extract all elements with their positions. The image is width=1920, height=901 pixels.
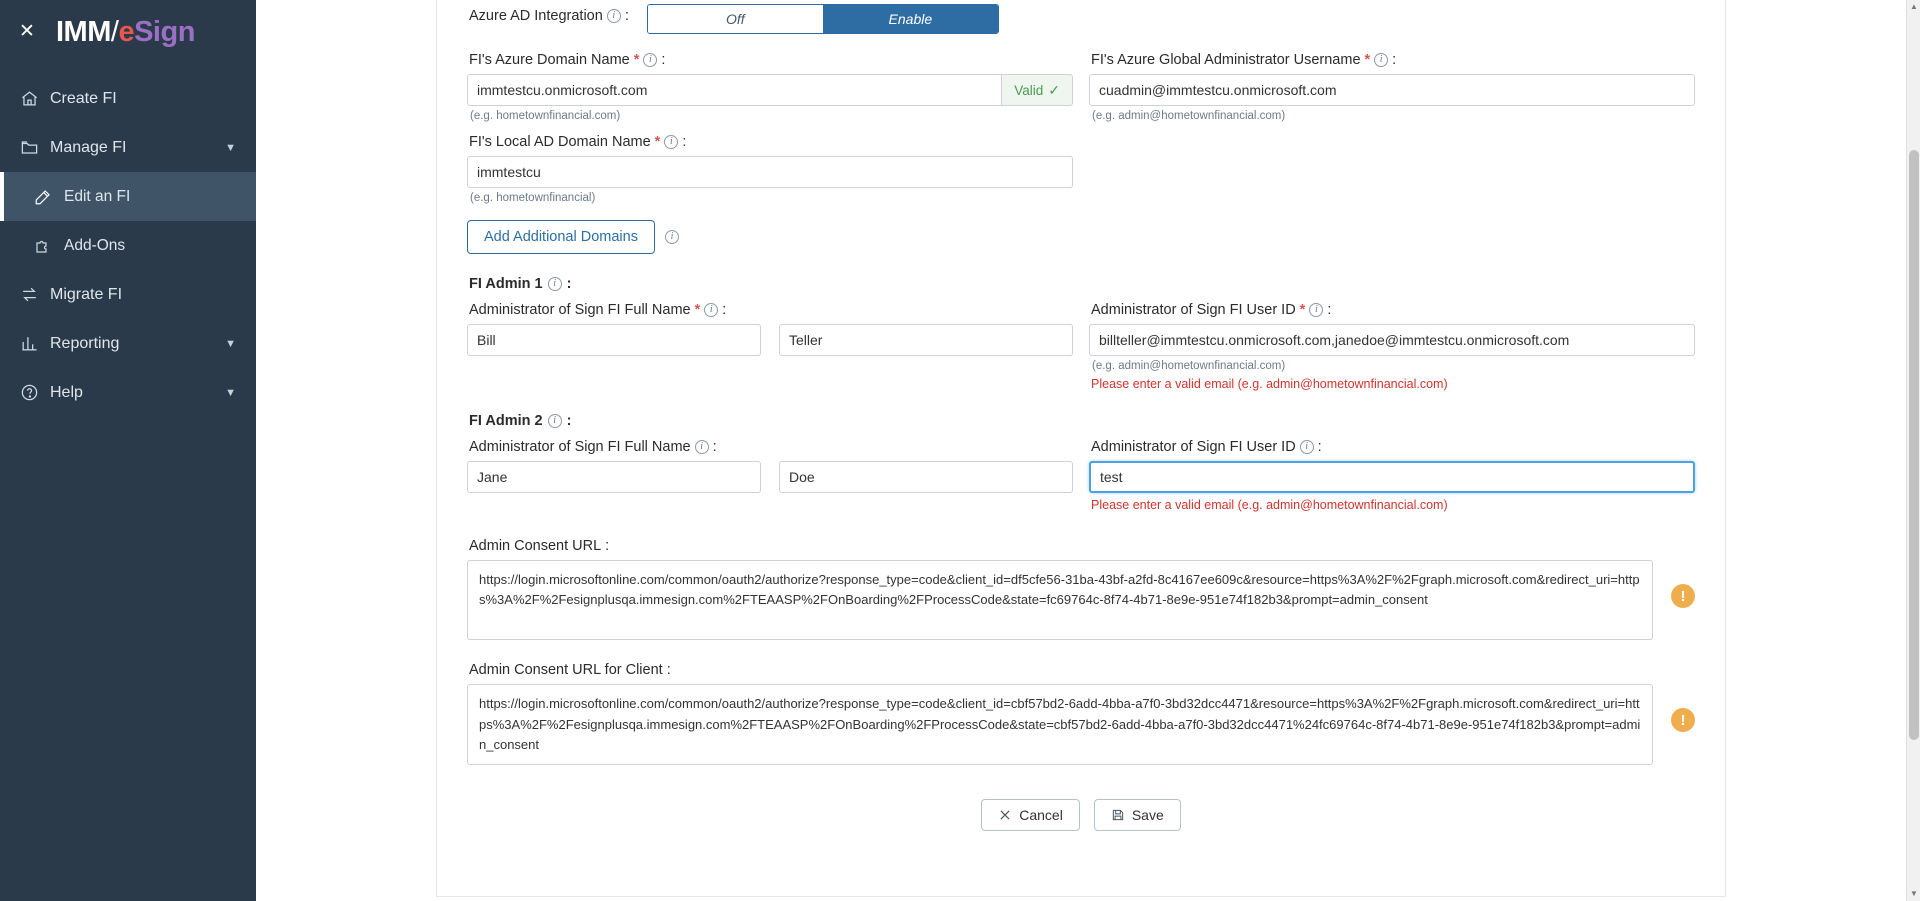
sidebar-item-label: Add-Ons (64, 236, 126, 254)
colon: : (624, 8, 629, 24)
form-actions (467, 799, 1695, 831)
sidebar-item-label: Create FI (50, 89, 117, 107)
fi-admin-1-fullname-label (469, 302, 1073, 318)
fi-admin-2-userid-label-text: Administrator of Sign FI User ID (1091, 439, 1296, 455)
colon: : (605, 538, 610, 554)
logo-slash: / (110, 15, 119, 48)
sidebar-item-help[interactable] (0, 368, 256, 417)
colon: : (1317, 439, 1322, 455)
azure-admin-username-label (1091, 52, 1695, 68)
azure-domain-col (467, 52, 1073, 122)
app-logo (56, 16, 195, 49)
fi-admin-2-first-name-input[interactable] (467, 461, 761, 493)
azure-ad-integration-label (469, 8, 629, 24)
pencil-icon (34, 188, 64, 206)
sidebar-item-label: Migrate FI (50, 285, 123, 303)
add-additional-domains-row (467, 220, 1695, 254)
admin-consent-url-label-text: Admin Consent URL (469, 538, 602, 554)
info-icon[interactable]: i (1300, 440, 1314, 454)
fi-admin-1-fullname-label-text: Administrator of Sign FI Full Name (469, 302, 691, 318)
sidebar-item-label: Manage FI (50, 138, 127, 156)
vertical-scrollbar[interactable] (1906, 0, 1920, 901)
close-icon[interactable]: ✕ (19, 21, 35, 42)
fi-admin-2-title-text: FI Admin 2 (469, 413, 543, 429)
azure-admin-username-label-text: FI's Azure Global Administrator Username (1091, 52, 1361, 68)
fi-admin-1-userid-error: Please enter a valid email (e.g. admin@hometownfinancial.com) (1091, 377, 1448, 391)
logo-sign: Sign (134, 15, 195, 48)
required-mark: * (1364, 52, 1371, 68)
sidebar-nav (0, 74, 256, 417)
main-area (256, 0, 1920, 901)
chevron-down-icon: ▼ (225, 386, 236, 399)
required-mark: * (694, 302, 701, 318)
colon: : (566, 413, 572, 429)
info-icon[interactable]: i (695, 440, 709, 454)
fi-admin-1-first-name-input[interactable] (467, 324, 761, 356)
sidebar-header (0, 0, 256, 64)
cancel-button-label: Cancel (1019, 806, 1063, 823)
fi-admin-2-name-col (467, 439, 1073, 512)
info-icon[interactable]: i (704, 303, 718, 317)
fi-admin-1-title (469, 276, 1695, 292)
save-button[interactable] (1094, 799, 1181, 831)
fi-admin-1-title-text: FI Admin 1 (469, 276, 543, 292)
sidebar-item-manage-fi[interactable] (0, 123, 256, 172)
form-body (437, 0, 1725, 831)
required-mark: * (1299, 302, 1306, 318)
fi-admin-2-userid-col (1089, 439, 1695, 512)
info-icon[interactable]: i (664, 135, 678, 149)
logo-e: e (118, 15, 135, 48)
fi-admin-2-first-wrap (467, 461, 761, 493)
fi-admin-2-user-id-input[interactable] (1089, 461, 1695, 493)
folder-icon (20, 138, 50, 157)
valid-label: Valid (1014, 82, 1044, 98)
transfer-icon (20, 285, 50, 304)
admin-consent-url-client-section (467, 662, 1695, 764)
sidebar-item-add-ons[interactable] (0, 221, 256, 270)
azure-ad-integration-toggle[interactable] (647, 4, 999, 34)
chevron-down-icon: ▼ (225, 141, 236, 154)
save-button-label: Save (1131, 806, 1164, 823)
home-icon (20, 89, 50, 108)
fi-admin-1-userid-hint: (e.g. admin@hometownfinancial.com) (1092, 360, 1286, 372)
info-icon[interactable]: i (548, 277, 562, 291)
info-icon[interactable]: i (607, 9, 621, 23)
fi-admin-1-name-col (467, 302, 1073, 391)
required-mark: * (654, 134, 661, 150)
close-icon (998, 808, 1012, 822)
add-additional-domains-button[interactable]: Add Additional Domains (467, 220, 655, 254)
cancel-button[interactable] (981, 799, 1080, 831)
admin-consent-url-field[interactable] (467, 560, 1653, 640)
sidebar-item-label: Reporting (50, 334, 120, 352)
local-ad-domain-spacer (1089, 122, 1695, 204)
sidebar-item-create-fi[interactable] (0, 74, 256, 123)
chart-icon (20, 334, 50, 353)
colon: : (1392, 52, 1397, 68)
toggle-option-enable[interactable]: Enable (823, 5, 998, 33)
scroll-up-icon[interactable]: ▲ (1910, 2, 1918, 11)
chevron-down-icon: ▼ (225, 337, 236, 350)
required-mark: * (633, 52, 640, 68)
local-ad-domain-input[interactable] (467, 156, 1073, 188)
fi-admin-2-userid-error: Please enter a valid email (e.g. admin@hometownfinancial.com) (1091, 498, 1448, 512)
sidebar-item-reporting[interactable] (0, 319, 256, 368)
fi-admin-2-title (469, 413, 1695, 429)
info-icon[interactable]: i (665, 230, 679, 244)
azure-domain-input[interactable] (467, 74, 1002, 106)
edit-fi-form-card (436, 0, 1726, 897)
admin-consent-url-row (467, 560, 1695, 640)
fi-admin-2-userid-label (1091, 439, 1695, 455)
local-ad-domain-label (469, 134, 1073, 150)
azure-domain-input-group (467, 74, 1073, 106)
colon: : (682, 134, 687, 150)
fi-admin-1-last-name-input[interactable] (779, 324, 1073, 356)
colon: : (1327, 302, 1332, 318)
admin-consent-url-client-label-text: Admin Consent URL for Client (469, 662, 663, 679)
admin-consent-url-client-row (467, 684, 1695, 764)
toggle-option-off[interactable]: Off (648, 5, 823, 33)
azure-admin-username-input[interactable] (1089, 74, 1695, 106)
admin-consent-url-section (467, 538, 1695, 640)
azure-domain-label (469, 52, 1073, 68)
local-ad-domain-col (467, 122, 1073, 204)
colon: : (661, 52, 666, 68)
colon: : (722, 302, 727, 318)
scroll-down-icon[interactable]: ▼ (1910, 889, 1918, 898)
azure-domain-hint: (e.g. hometownfinancial.com) (470, 110, 621, 122)
azure-domain-valid-badge (1002, 74, 1073, 106)
fi-admin-1-userid-label-text: Administrator of Sign FI User ID (1091, 302, 1296, 318)
sidebar-item-label: Help (50, 383, 83, 401)
fi-admin-1-user-id-input[interactable] (1089, 324, 1695, 356)
fi-admin-2-last-wrap (779, 461, 1073, 493)
colon: : (566, 276, 572, 292)
admin-consent-url-client-label (469, 662, 1695, 678)
local-ad-domain-row (467, 122, 1695, 204)
fi-admin-2-row (467, 439, 1695, 512)
fi-admin-1-last-wrap (779, 324, 1073, 356)
info-icon[interactable]: i (1374, 53, 1388, 67)
admin-consent-url-client-field[interactable] (467, 684, 1653, 764)
save-icon (1111, 808, 1125, 822)
local-ad-domain-label-text: FI's Local AD Domain Name (469, 134, 651, 150)
info-icon[interactable]: i (643, 53, 657, 67)
scrollbar-thumb[interactable] (1909, 150, 1919, 740)
azure-admin-username-hint: (e.g. admin@hometownfinancial.com) (1092, 110, 1286, 122)
azure-ad-integration-label-text: Azure AD Integration (469, 8, 603, 24)
warning-icon[interactable]: ! (1671, 708, 1695, 732)
fi-admin-2-fullname-label-text: Administrator of Sign FI Full Name (469, 439, 691, 455)
fi-admin-2-fullname-label (469, 439, 1073, 455)
azure-ad-integration-row (467, 4, 1695, 34)
sidebar (0, 0, 256, 901)
fi-admin-1-userid-col (1089, 302, 1695, 391)
sidebar-item-edit-an-fi[interactable] (0, 172, 256, 221)
azure-admin-username-col (1089, 52, 1695, 122)
fi-admin-1-userid-label (1091, 302, 1695, 318)
fi-admin-1-row (467, 302, 1695, 391)
admin-consent-url-label (469, 538, 1695, 554)
info-icon[interactable]: i (1309, 303, 1323, 317)
azure-domain-row (467, 52, 1695, 122)
colon: : (666, 662, 671, 679)
logo-imm: IMM (56, 15, 111, 48)
local-ad-domain-hint: (e.g. hometownfinancial) (470, 192, 596, 204)
fi-admin-1-first-wrap (467, 324, 761, 356)
sidebar-item-migrate-fi[interactable] (0, 270, 256, 319)
sidebar-item-label: Edit an FI (64, 187, 131, 205)
puzzle-icon (34, 237, 64, 255)
fi-admin-2-name-inputs (467, 461, 1073, 493)
colon: : (712, 439, 717, 455)
help-icon (20, 383, 50, 402)
check-icon: ✓ (1048, 81, 1060, 98)
warning-icon[interactable]: ! (1671, 584, 1695, 608)
fi-admin-2-last-name-input[interactable] (779, 461, 1073, 493)
info-icon[interactable]: i (548, 414, 562, 428)
azure-domain-label-text: FI's Azure Domain Name (469, 52, 630, 68)
fi-admin-1-name-inputs (467, 324, 1073, 356)
